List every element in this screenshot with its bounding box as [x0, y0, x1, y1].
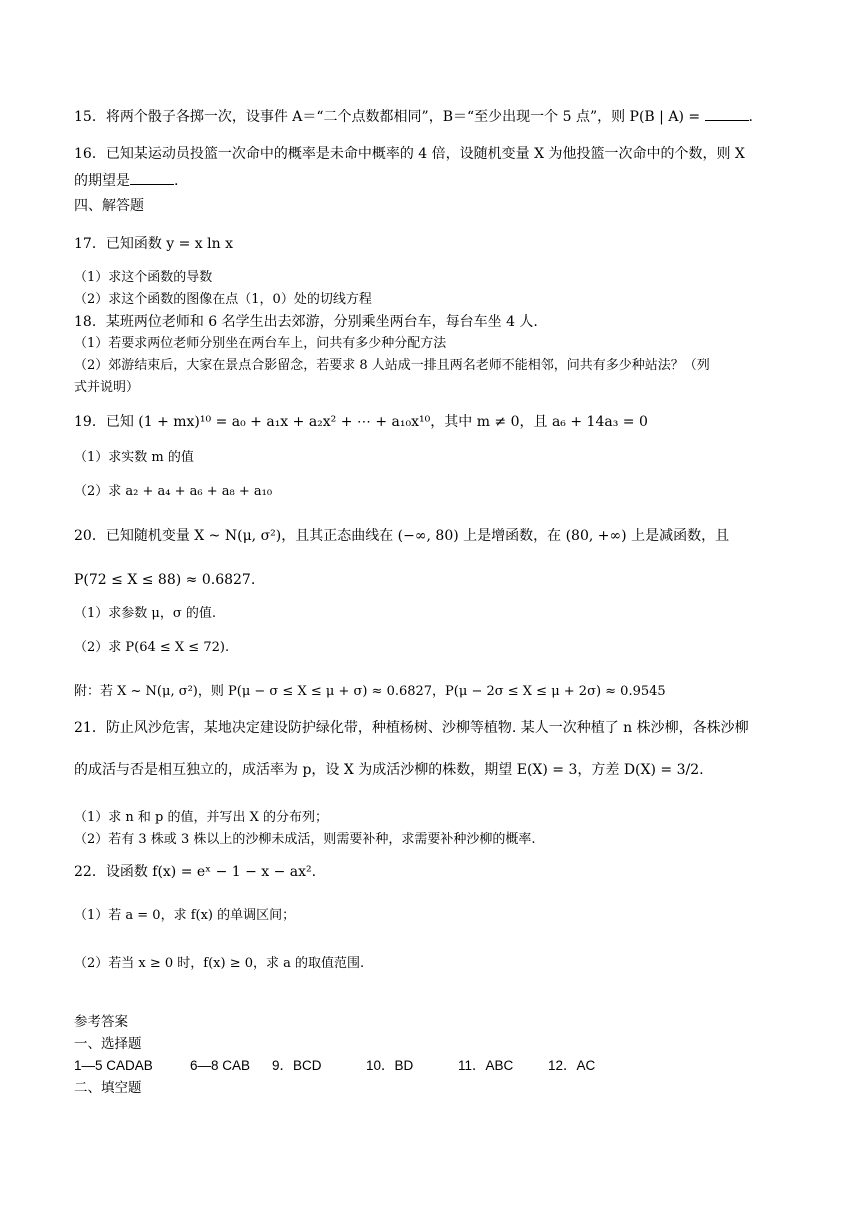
question-20-line1: 20．已知随机变量 X ~ N(μ, σ²)，且其正态曲线在 (−∞, 80) 上是增函数，在 (80, +∞) 上是减函数，且 — [74, 528, 730, 544]
question-18-part1: （1）若要求两位老师分别坐在两台车上，问共有多少种分配方法 — [74, 336, 447, 351]
section-heading-solve: 四、解答题 — [74, 198, 144, 214]
question-19-part2: （2）求 a₂ + a₄ + a₆ + a₈ + a₁₀ — [74, 484, 273, 499]
question-21-line1: 21．防止风沙危害，某地决定建设防护绿化带，种植杨树、沙柳等植物. 某人一次种植了 n 株沙柳，各株沙柳 — [74, 720, 749, 736]
question-19-part1: （1）求实数 m 的值 — [74, 450, 194, 465]
question-16-line2: 的期望是 . — [74, 170, 178, 191]
question-22: 22．设函数 f(x) = eˣ − 1 − x − ax². — [74, 864, 317, 880]
question-18-part2-line2: 式并说明） — [74, 380, 140, 395]
question-20-part2: （2）求 P(64 ≤ X ≤ 72). — [74, 640, 230, 655]
reference-section-choice: 一、选择题 — [74, 1036, 142, 1051]
answer-10: 10．BD — [366, 1058, 414, 1073]
question-18-part2-line1: （2）郊游结束后，大家在景点合影留念，若要求 8 人站成一排且两名老师不能相邻，问共有多少种站法？（列 — [74, 358, 710, 373]
question-15: 15．将两个骰子各掷一次，设事件 A＝“二个点数都相同”，B＝“至少出现一个 5 点”，则 P(B | A) = . — [74, 106, 753, 127]
reference-section-fill: 二、填空题 — [74, 1080, 142, 1095]
answer-blank — [130, 170, 174, 185]
question-17-part1: （1）求这个函数的导数 — [74, 270, 213, 285]
answer-6-8: 6—8 CAB — [190, 1058, 251, 1073]
question-22-part2: （2）若当 x ≥ 0 时，f(x) ≥ 0，求 a 的取值范围. — [74, 956, 365, 971]
answer-9: 9．BCD — [272, 1058, 322, 1073]
reference-answer-row — [74, 1056, 595, 1076]
reference-answers-title: 参考答案 — [74, 1014, 128, 1029]
answer-blank — [705, 106, 749, 121]
question-18: 18．某班两位老师和 6 名学生出去郊游，分别乘坐两台车，每台车坐 4 人. — [74, 314, 538, 330]
question-17: 17．已知函数 y = x ln x — [74, 236, 233, 252]
question-20-line2: P(72 ≤ X ≤ 88) ≈ 0.6827. — [74, 572, 256, 588]
question-16-line1: 16．已知某运动员投篮一次命中的概率是未命中概率的 4 倍，设随机变量 X 为他投篮一次命中的个数，则 X — [74, 146, 745, 162]
question-20-note: 附：若 X ~ N(μ, σ²)，则 P(μ − σ ≤ X ≤ μ + σ) ≈ 0.6827，P(μ − 2σ ≤ X ≤ μ + 2σ) ≈ 0.9545 — [74, 684, 666, 699]
question-21-line2: 的成活与否是相互独立的，成活率为 p，设 X 为成活沙柳的株数，期望 E(X) = 3，方差 D(X) = 3/2. — [74, 762, 704, 778]
answer-1-5: 1—5 CADAB — [74, 1058, 153, 1073]
question-19: 19．已知 (1 + mx)¹⁰ = a₀ + a₁x + a₂x² + ⋯ + a₁₀x¹⁰，其中 m ≠ 0，且 a₆ + 14a₃ = 0 — [74, 414, 648, 430]
question-21-part2: （2）若有 3 株或 3 株以上的沙柳未成活，则需要补种，求需要补种沙柳的概率. — [74, 832, 536, 847]
answer-12: 12．AC — [548, 1058, 596, 1073]
question-21-part1: （1）求 n 和 p 的值，并写出 X 的分布列； — [74, 810, 329, 825]
question-20-part1: （1）求参数 μ，σ 的值. — [74, 606, 216, 621]
answer-11: 11．ABC — [458, 1058, 514, 1073]
question-17-part2: （2）求这个函数的图像在点（1，0）处的切线方程 — [74, 292, 372, 307]
question-22-part1: （1）若 a = 0，求 f(x) 的单调区间； — [74, 908, 296, 923]
